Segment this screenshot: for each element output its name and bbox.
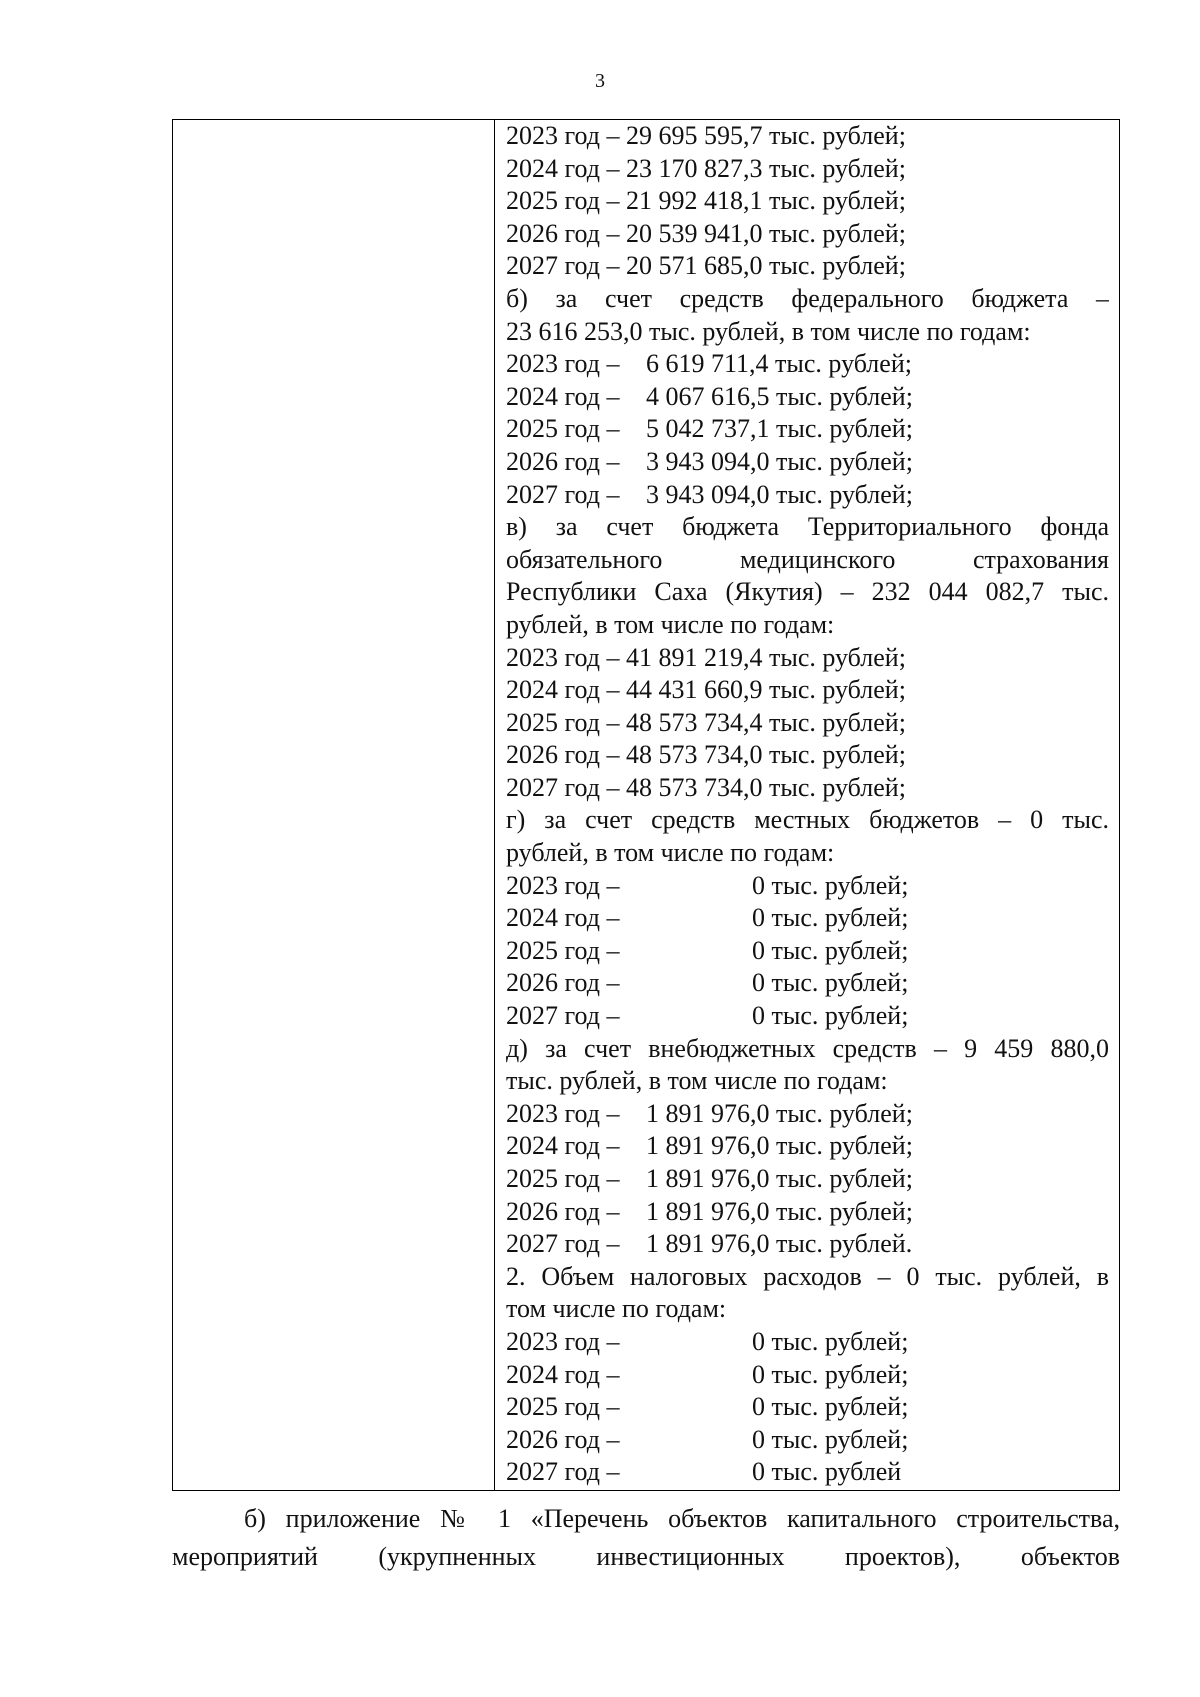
- year-label: 2026 год: [506, 218, 600, 248]
- year-label: 2027 год –: [506, 479, 620, 509]
- year-label: 2025 год –: [506, 1392, 620, 1422]
- table-line: [506, 1391, 1109, 1424]
- amount-value: 0 тыс. рублей: [752, 1457, 902, 1487]
- body-paragraph: [172, 1500, 1120, 1576]
- year-label: 2027 год –: [506, 1457, 620, 1487]
- dash-separator: –: [600, 153, 626, 183]
- dash-separator: –: [600, 186, 626, 216]
- table-line: [506, 674, 1109, 707]
- amount-value: 41 891 219,4 тыс. рублей;: [626, 642, 906, 672]
- table-line: [506, 642, 1109, 675]
- amount-value: 4 067 616,5 тыс. рублей;: [646, 381, 913, 411]
- year-label: 2025 год –: [506, 414, 620, 444]
- amount-value: 3 943 094,0 тыс. рублей;: [646, 446, 913, 476]
- dash-separator: –: [600, 675, 626, 705]
- table-line: [506, 1163, 1109, 1196]
- amount-value: 21 992 418,1 тыс. рублей;: [626, 186, 906, 216]
- dash-separator: –: [600, 740, 626, 770]
- year-label: 2027 год: [506, 772, 600, 802]
- year-label: 2026 год –: [506, 968, 620, 998]
- amount-value: 1 891 976,0 тыс. рублей.: [646, 1229, 913, 1259]
- amount-value: 3 943 094,0 тыс. рублей;: [646, 479, 913, 509]
- year-label: 2023 год –: [506, 349, 620, 379]
- year-label: 2025 год –: [506, 1164, 620, 1193]
- year-label: 2025 год –: [506, 935, 620, 965]
- year-label: 2023 год –: [506, 1326, 620, 1356]
- table-line: [506, 1456, 1109, 1489]
- year-label: 2023 год –: [506, 870, 620, 900]
- year-label: 2024 год: [506, 153, 600, 183]
- table-line: [506, 1000, 1109, 1033]
- amount-value: 0 тыс. рублей;: [752, 870, 909, 900]
- table-line: [506, 870, 1109, 903]
- table-line: [506, 1196, 1109, 1229]
- amount-value: 29 695 595,7 тыс. рублей;: [626, 121, 906, 150]
- table-line: тыс. рублей, в том числе по годам:: [506, 1066, 888, 1096]
- dash-separator: –: [600, 642, 626, 672]
- dash-separator: –: [600, 707, 626, 737]
- table-line: [506, 739, 1109, 772]
- table-line: [506, 413, 1109, 446]
- table-line: [506, 1098, 1109, 1131]
- table-line: в) за счет бюджета Территориального фонда: [506, 512, 1109, 542]
- table-line: [506, 446, 1109, 479]
- year-label: 2023 год: [506, 121, 600, 150]
- amount-value: 0 тыс. рублей;: [752, 935, 909, 965]
- table-line: Республики Саха (Якутия) – 232 044 082,7 тыс.: [506, 577, 1109, 607]
- year-label: 2023 год –: [506, 1098, 620, 1128]
- year-label: 2024 год –: [506, 1359, 620, 1389]
- funding-table: [172, 119, 1120, 1491]
- table-line: [506, 967, 1109, 1000]
- amount-value: 0 тыс. рублей;: [752, 1326, 909, 1356]
- paragraph-line: мероприятий (укрупненных инвестиционных проектов), объектов: [172, 1542, 1120, 1571]
- dash-separator: –: [600, 772, 626, 802]
- table-line: [506, 1424, 1109, 1457]
- table-line: [506, 120, 1109, 153]
- year-label: 2025 год: [506, 186, 600, 216]
- table-line: рублей, в том числе по годам:: [506, 838, 835, 868]
- table-line: 2. Объем налоговых расходов – 0 тыс. рублей, в: [506, 1261, 1109, 1291]
- year-label: 2027 год –: [506, 1001, 620, 1031]
- page-number: 3: [595, 70, 605, 92]
- table-line: обязательного медицинского страхования: [506, 544, 1109, 574]
- year-label: 2026 год: [506, 740, 600, 770]
- amount-value: 1 891 976,0 тыс. рублей;: [646, 1098, 913, 1128]
- table-line: [506, 902, 1109, 935]
- table-line: [506, 153, 1109, 186]
- amount-value: 20 571 685,0 тыс. рублей;: [626, 251, 906, 281]
- amount-value: 48 573 734,4 тыс. рублей;: [626, 707, 906, 737]
- year-label: 2027 год –: [506, 1229, 620, 1259]
- dash-separator: –: [600, 121, 626, 150]
- amount-value: 0 тыс. рублей;: [752, 1001, 909, 1031]
- year-label: 2024 год –: [506, 381, 620, 411]
- amount-value: 23 170 827,3 тыс. рублей;: [626, 153, 906, 183]
- amount-value: 1 891 976,0 тыс. рублей;: [646, 1131, 913, 1161]
- year-label: 2027 год: [506, 251, 600, 281]
- table-line: [506, 1130, 1109, 1163]
- year-label: 2024 год –: [506, 1131, 620, 1161]
- table-line: рублей, в том числе по годам:: [506, 609, 835, 639]
- amount-value: 1 891 976,0 тыс. рублей;: [646, 1164, 913, 1193]
- year-label: 2024 год: [506, 675, 600, 705]
- amount-value: 5 042 737,1 тыс. рублей;: [646, 414, 913, 444]
- table-line: [506, 707, 1109, 740]
- amount-value: 0 тыс. рублей;: [752, 968, 909, 998]
- table-line: [506, 381, 1109, 414]
- table-line: д) за счет внебюджетных средств – 9 459 880,0: [506, 1033, 1109, 1063]
- table-line: том числе по годам:: [506, 1294, 727, 1324]
- table-line: [506, 250, 1109, 283]
- year-label: 2026 год –: [506, 1196, 620, 1226]
- table-left-cell: [173, 120, 495, 1490]
- amount-value: 6 619 711,4 тыс. рублей;: [646, 349, 912, 379]
- table-line: б) за счет средств федерального бюджета –: [506, 283, 1109, 313]
- year-label: 2026 год –: [506, 1424, 620, 1454]
- amount-value: 0 тыс. рублей;: [752, 1359, 909, 1389]
- amount-value: 0 тыс. рублей;: [752, 1424, 909, 1454]
- dash-separator: –: [600, 218, 626, 248]
- table-line: г) за счет средств местных бюджетов – 0 тыс.: [506, 805, 1109, 835]
- year-label: 2025 год: [506, 707, 600, 737]
- table-line: [506, 935, 1109, 968]
- table-line: [506, 1326, 1109, 1359]
- amount-value: 48 573 734,0 тыс. рублей;: [626, 772, 906, 802]
- table-line: 23 616 253,0 тыс. рублей, в том числе по годам:: [506, 316, 1031, 346]
- table-line: [506, 1359, 1109, 1392]
- table-line: [506, 772, 1109, 805]
- amount-value: 0 тыс. рублей;: [752, 1392, 909, 1422]
- table-line: [506, 185, 1109, 218]
- table-line: [506, 479, 1109, 512]
- table-line: [506, 218, 1109, 251]
- amount-value: 0 тыс. рублей;: [752, 903, 909, 933]
- year-label: 2026 год –: [506, 446, 620, 476]
- year-label: 2024 год –: [506, 903, 620, 933]
- dash-separator: –: [600, 251, 626, 281]
- amount-value: 48 573 734,0 тыс. рублей;: [626, 740, 906, 770]
- paragraph-line: б) приложение № 1 «Перечень объектов капитального строительства,: [244, 1504, 1120, 1533]
- table-right-cell: [496, 120, 1119, 1490]
- amount-value: 1 891 976,0 тыс. рублей;: [646, 1196, 913, 1226]
- table-line: [506, 1228, 1109, 1261]
- year-label: 2023 год: [506, 642, 600, 672]
- amount-value: 20 539 941,0 тыс. рублей;: [626, 218, 906, 248]
- amount-value: 44 431 660,9 тыс. рублей;: [626, 675, 906, 705]
- table-line: [506, 348, 1109, 381]
